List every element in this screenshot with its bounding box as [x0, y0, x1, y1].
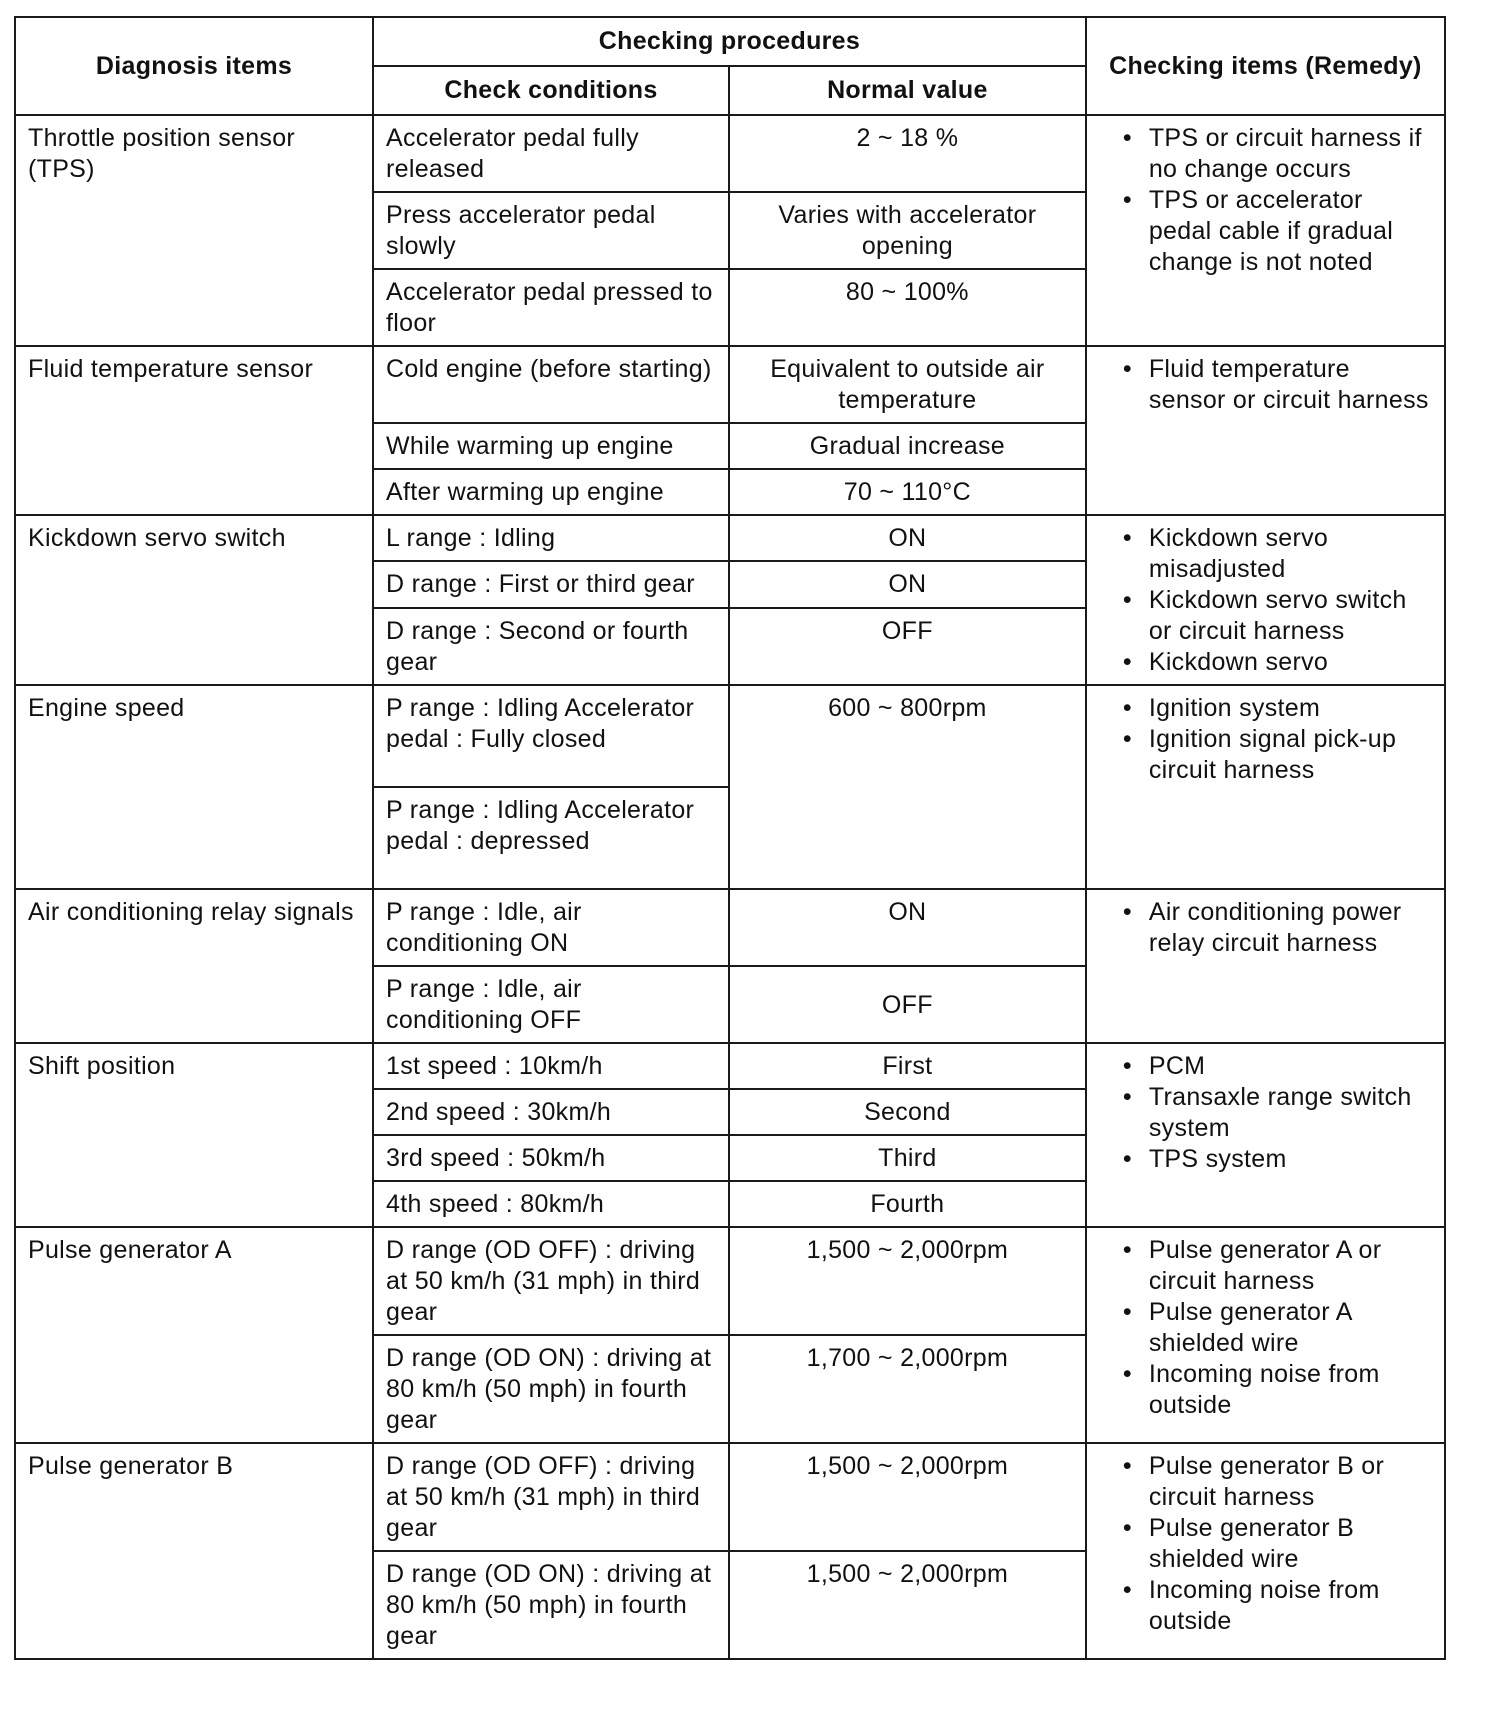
check-condition: 2nd speed : 30km/h [373, 1089, 729, 1135]
remedy-item: • Ignition signal pick-up circuit harness [1123, 724, 1432, 786]
check-condition: D range : Second or fourth gear [373, 608, 729, 685]
remedy-item: • TPS system [1123, 1144, 1432, 1175]
check-condition: D range (OD ON) : driving at 80 km/h (50 mph) in fourth gear [373, 1335, 729, 1443]
remedy-item: • Pulse generator A or circuit harness [1123, 1235, 1432, 1297]
table-row [15, 1227, 1445, 1335]
diagnosis-table [14, 16, 1446, 1660]
remedy-item: • Kickdown servo misadjusted [1123, 523, 1432, 585]
remedy-cell [1086, 685, 1445, 889]
header-normal-value: Normal value [729, 66, 1086, 115]
remedy-item: • Kickdown servo switch or circuit harness [1123, 585, 1432, 647]
remedy-list [1099, 523, 1432, 678]
normal-value: 2 ~ 18 % [729, 115, 1086, 192]
check-condition: P range : Idling Accelerator pedal : depressed [373, 787, 729, 889]
diagnosis-item: Engine speed [15, 685, 373, 889]
check-condition: D range (OD OFF) : driving at 50 km/h (31 mph) in third gear [373, 1443, 729, 1551]
normal-value: ON [729, 889, 1086, 966]
remedy-item: • Incoming noise from outside [1123, 1359, 1432, 1421]
remedy-list [1099, 1235, 1432, 1421]
header-checking-items: Checking items (Remedy) [1086, 17, 1445, 115]
remedy-cell [1086, 515, 1445, 685]
check-condition: D range : First or third gear [373, 561, 729, 607]
table-header [15, 17, 1445, 115]
remedy-cell [1086, 346, 1445, 515]
remedy-list [1099, 1451, 1432, 1637]
table-row [15, 1043, 1445, 1089]
remedy-cell [1086, 1043, 1445, 1227]
normal-value: First [729, 1043, 1086, 1089]
diagnosis-item: Kickdown servo switch [15, 515, 373, 685]
remedy-item: • TPS or circuit harness if no change occurs [1123, 123, 1432, 185]
check-condition: D range (OD ON) : driving at 80 km/h (50 mph) in fourth gear [373, 1551, 729, 1659]
remedy-item: • Kickdown servo [1123, 647, 1432, 678]
check-condition: D range (OD OFF) : driving at 50 km/h (31 mph) in third gear [373, 1227, 729, 1335]
diagnosis-item: Air conditioning relay signals [15, 889, 373, 1043]
table-row [15, 685, 1445, 787]
remedy-list [1099, 1051, 1432, 1175]
remedy-list [1099, 897, 1432, 959]
remedy-item: • Pulse generator B shielded wire [1123, 1513, 1432, 1575]
remedy-item: • Pulse generator B or circuit harness [1123, 1451, 1432, 1513]
remedy-list [1099, 354, 1432, 416]
normal-value: 1,500 ~ 2,000rpm [729, 1227, 1086, 1335]
check-condition: P range : Idle, air conditioning OFF [373, 966, 729, 1043]
normal-value: OFF [729, 966, 1086, 1043]
remedy-item: • Ignition system [1123, 693, 1432, 724]
remedy-item: • Air conditioning power relay circuit harness [1123, 897, 1432, 959]
remedy-cell [1086, 1227, 1445, 1443]
normal-value: 80 ~ 100% [729, 269, 1086, 346]
diagnosis-item: Pulse generator A [15, 1227, 373, 1443]
normal-value: Second [729, 1089, 1086, 1135]
check-condition: Cold engine (before starting) [373, 346, 729, 423]
remedy-item: • Pulse generator A shielded wire [1123, 1297, 1432, 1359]
check-condition: 1st speed : 10km/h [373, 1043, 729, 1089]
normal-value: OFF [729, 608, 1086, 685]
normal-value: 1,500 ~ 2,000rpm [729, 1443, 1086, 1551]
remedy-item: • Transaxle range switch system [1123, 1082, 1432, 1144]
remedy-list [1099, 693, 1432, 786]
remedy-item: • Fluid temperature sensor or circuit harness [1123, 354, 1432, 416]
remedy-item: • Incoming noise from outside [1123, 1575, 1432, 1637]
normal-value: Third [729, 1135, 1086, 1181]
check-condition: P range : Idle, air conditioning ON [373, 889, 729, 966]
table-row [15, 346, 1445, 423]
check-condition: L range : Idling [373, 515, 729, 561]
check-condition: Accelerator pedal pressed to floor [373, 269, 729, 346]
normal-value: 70 ~ 110°C [729, 469, 1086, 515]
check-condition: P range : Idling Accelerator pedal : Fully closed [373, 685, 729, 787]
diagnosis-item: Shift position [15, 1043, 373, 1227]
check-condition: 3rd speed : 50km/h [373, 1135, 729, 1181]
table-row [15, 1443, 1445, 1551]
header-checking-procedures: Checking procedures [373, 17, 1086, 66]
normal-value: 1,700 ~ 2,000rpm [729, 1335, 1086, 1443]
normal-value: ON [729, 515, 1086, 561]
normal-value: Fourth [729, 1181, 1086, 1227]
remedy-cell [1086, 1443, 1445, 1659]
remedy-cell [1086, 115, 1445, 346]
diagnosis-item: Pulse generator B [15, 1443, 373, 1659]
normal-value: Equivalent to outside air temperature [729, 346, 1086, 423]
remedy-list [1099, 123, 1432, 278]
check-condition: Press accelerator pedal slowly [373, 192, 729, 269]
remedy-item: • TPS or accelerator pedal cable if gradual change is not noted [1123, 185, 1432, 278]
check-condition: 4th speed : 80km/h [373, 1181, 729, 1227]
normal-value: ON [729, 561, 1086, 607]
normal-value: 1,500 ~ 2,000rpm [729, 1551, 1086, 1659]
header-check-conditions: Check conditions [373, 66, 729, 115]
check-condition: After warming up engine [373, 469, 729, 515]
check-condition: While warming up engine [373, 423, 729, 469]
table-row [15, 515, 1445, 561]
remedy-item: • PCM [1123, 1051, 1432, 1082]
table-row [15, 889, 1445, 966]
normal-value: 600 ~ 800rpm [729, 685, 1086, 889]
header-diagnosis-items: Diagnosis items [15, 17, 373, 115]
diagnosis-item: Throttle position sensor (TPS) [15, 115, 373, 346]
diagnosis-item: Fluid temperature sensor [15, 346, 373, 515]
normal-value: Varies with accelerator opening [729, 192, 1086, 269]
remedy-cell [1086, 889, 1445, 1043]
check-condition: Accelerator pedal fully released [373, 115, 729, 192]
normal-value: Gradual increase [729, 423, 1086, 469]
table-row [15, 115, 1445, 192]
